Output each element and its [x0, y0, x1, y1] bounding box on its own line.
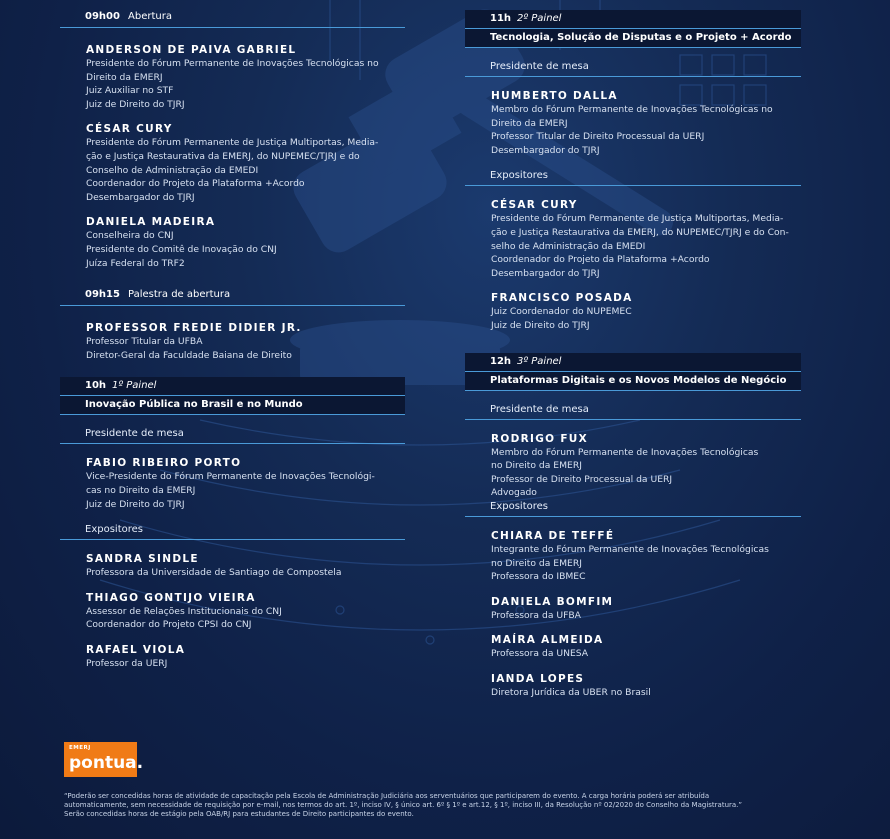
panel3-title: Plataformas Digitais e os Novos Modelos de Negócio — [490, 374, 787, 386]
speaker — [86, 552, 405, 580]
footnote-line: Serão concedidas horas de estágio pela OAB/RJ para estudantes de Direito participantes do evento. — [64, 810, 414, 818]
speaker-role: Diretor-Geral da Faculdade Baiana de Direito — [86, 349, 292, 361]
speaker-name: CÉSAR CURY — [86, 123, 173, 136]
speaker-role: Advogado — [491, 487, 537, 499]
speaker-role: Desembargador do TJRJ — [86, 191, 195, 203]
right-column — [465, 10, 801, 710]
panel3-header — [465, 353, 801, 391]
speaker-role: Professora do IBMEC — [491, 571, 586, 583]
speaker — [86, 591, 405, 632]
speaker-name: DANIELA BOMFIM — [491, 595, 614, 608]
footnote — [64, 792, 834, 819]
speaker — [491, 595, 801, 623]
panel2-time: 11h — [490, 13, 512, 24]
speaker — [86, 321, 405, 362]
lecture-header — [60, 288, 405, 306]
panel3-time: 12h — [490, 355, 512, 367]
speaker-role: Presidente do Comitê de Inovação do CNJ — [86, 243, 277, 255]
speaker-name: DANIELA MADEIRA — [86, 216, 216, 229]
speaker-role: no Direito da EMERJ — [491, 557, 582, 569]
panel1-time: 10h — [85, 380, 107, 392]
panel3-label: 3º Painel — [517, 355, 562, 367]
speaker-role: Professora da UFBA — [491, 609, 581, 621]
panel2-label: 2º Painel — [517, 13, 562, 24]
logo-pontua-text: pontua. — [69, 753, 144, 773]
speaker-role: Juiz de Direito do TJRJ — [491, 319, 590, 331]
speaker-role: Juiz Auxiliar no STF — [86, 85, 174, 97]
speaker-role: Desembargador do TJRJ — [491, 267, 600, 279]
speaker-name: CHIARA DE TEFFÉ — [491, 529, 615, 542]
speaker-role: Professora da UNESA — [491, 648, 589, 660]
speaker-role: Conselheira do CNJ — [86, 230, 174, 242]
speaker-name: SANDRA SINDLE — [86, 553, 199, 566]
speaker-role: Professora da Universidade de Santiago de Compostela — [86, 567, 342, 579]
panel1-label: 1º Painel — [112, 380, 157, 392]
speaker-role: cas no Direito da EMERJ — [86, 484, 196, 496]
speaker-name: FRANCISCO POSADA — [491, 292, 633, 305]
speaker-name: HUMBERTO DALLA — [491, 90, 618, 102]
speaker-role: Coordenador do Projeto da Plataforma +Acordo — [86, 178, 305, 190]
opening-label: Abertura — [128, 11, 172, 22]
speaker-role: Professor Titular da UFBA — [86, 336, 203, 348]
opening-time: 09h00 — [85, 11, 120, 22]
chair-label: Presidente de mesa — [85, 428, 184, 440]
speaker-role: Juiz de Direito do TJRJ — [86, 498, 185, 510]
speaker — [86, 456, 405, 511]
speaker-role: Presidente do Fórum Permanente de Justiça Multiportas, Media- — [491, 213, 784, 225]
panel3-speakers-header — [465, 500, 801, 517]
speaker-role: Assessor de Relações Institucionais do CNJ — [86, 605, 282, 617]
speaker-role: Juiz de Direito do TJRJ — [86, 98, 185, 110]
speakers-label: Expositores — [490, 500, 548, 512]
speaker-name: ANDERSON DE PAIVA GABRIEL — [86, 44, 297, 56]
speaker-name: PROFESSOR FREDIE DIDIER JR. — [86, 322, 302, 335]
speaker — [491, 529, 801, 584]
lecture-time: 09h15 — [85, 289, 120, 301]
speaker — [491, 432, 801, 500]
speaker-role: selho de Administração da EMEDI — [491, 240, 646, 252]
speaker — [491, 672, 801, 700]
speaker-role: Conselho de Administração da EMEDI — [86, 164, 259, 176]
speaker-role: Vice-Presidente do Fórum Permanente de Inovações Tecnológi- — [86, 471, 375, 483]
speaker-name: CÉSAR CURY — [491, 199, 578, 212]
footnote-line: automaticamente, sem necessidade de requisição por e-mail, nos termos do art. 1º, inciso IV, § único art. 6º § 1º e art.12, § 1º, inciso III, da Resolução nº 02/2020 do Conselho da Magistratura.” — [64, 801, 743, 809]
panel1-chair-header — [60, 427, 405, 444]
speaker-role: Coordenador do Projeto da Plataforma +Acordo — [491, 254, 710, 266]
speaker — [86, 643, 405, 671]
speaker — [491, 291, 801, 332]
left-column — [60, 10, 405, 681]
panel3-chair-header — [465, 403, 801, 420]
speaker-role: ção e Justiça Restaurativa da EMERJ, do NUPEMEC/TJRJ e do — [86, 150, 360, 162]
logo-emerj-text: EMERJ — [69, 745, 91, 751]
speaker-name: IANDA LOPES — [491, 672, 585, 685]
speaker — [491, 633, 801, 661]
speaker-role: Professor Titular de Direito Processual da UERJ — [491, 131, 705, 143]
speaker — [86, 215, 405, 270]
speaker-role: Presidente do Fórum Permanente de Justiça Multiportas, Media- — [86, 137, 379, 149]
pontua-logo — [64, 742, 144, 777]
panel2-title: Tecnologia, Solução de Disputas e o Projeto + Acordo — [490, 32, 792, 43]
speaker-role: Professor de Direito Processual da UERJ — [491, 473, 673, 485]
speaker-role: Membro do Fórum Permanente de Inovações Tecnológicas — [491, 446, 759, 458]
speaker-role: Integrante do Fórum Permanente de Inovações Tecnológicas — [491, 543, 769, 555]
panel2-header — [465, 10, 801, 48]
speaker-name: MAÍRA ALMEIDA — [491, 634, 604, 647]
speaker — [86, 43, 405, 111]
speaker-role: Juíza Federal do TRF2 — [86, 257, 185, 269]
speaker-name: RAFAEL VIOLA — [86, 643, 186, 656]
speaker-role: Coordenador do Projeto CPSI do CNJ — [86, 619, 252, 631]
panel1-speakers-header — [60, 523, 405, 540]
speakers-label: Expositores — [490, 170, 548, 182]
lecture-label: Palestra de abertura — [128, 289, 231, 301]
opening-speakers — [60, 43, 405, 270]
chair-label: Presidente de mesa — [490, 403, 589, 415]
panel1-header — [60, 377, 405, 415]
panel2-speakers-header — [465, 169, 801, 186]
speakers-label: Expositores — [85, 524, 143, 536]
speaker-role: Presidente do Fórum Permanente de Inovações Tecnológicas no — [86, 58, 379, 69]
footnote-line: “Poderão ser concedidas horas de atividade de capacitação pela Escola de Administração Judiciária aos serventuários que participarem do evento. A carga horária poderá ser atribuída — [64, 792, 710, 800]
speaker — [491, 89, 801, 157]
speaker-role: Juiz Coordenador do NUPEMEC — [491, 306, 632, 318]
speaker — [86, 122, 405, 204]
speaker-role: ção e Justiça Restaurativa da EMERJ, do NUPEMEC/TJRJ e do Con- — [491, 226, 789, 238]
speaker-role: Direito da EMERJ — [491, 117, 568, 129]
speaker-role: Desembargador do TJRJ — [491, 144, 600, 156]
speaker-name: RODRIGO FUX — [491, 432, 589, 445]
panel2-chair-header — [465, 60, 801, 77]
panel1-title: Inovação Pública no Brasil e no Mundo — [85, 399, 303, 411]
speaker-role: no Direito da EMERJ — [491, 460, 582, 472]
speaker-role: Membro do Fórum Permanente de Inovações Tecnológicas no — [491, 104, 773, 115]
speaker-role: Professor da UERJ — [86, 657, 168, 669]
speaker-name: THIAGO GONTIJO VIEIRA — [86, 591, 256, 604]
speaker-name: FABIO RIBEIRO PORTO — [86, 457, 242, 470]
speaker-role: Direito da EMERJ — [86, 71, 163, 83]
chair-label: Presidente de mesa — [490, 61, 589, 72]
opening-header — [60, 10, 405, 28]
speaker — [491, 198, 801, 280]
speaker-role: Diretora Jurídica da UBER no Brasil — [491, 686, 651, 698]
